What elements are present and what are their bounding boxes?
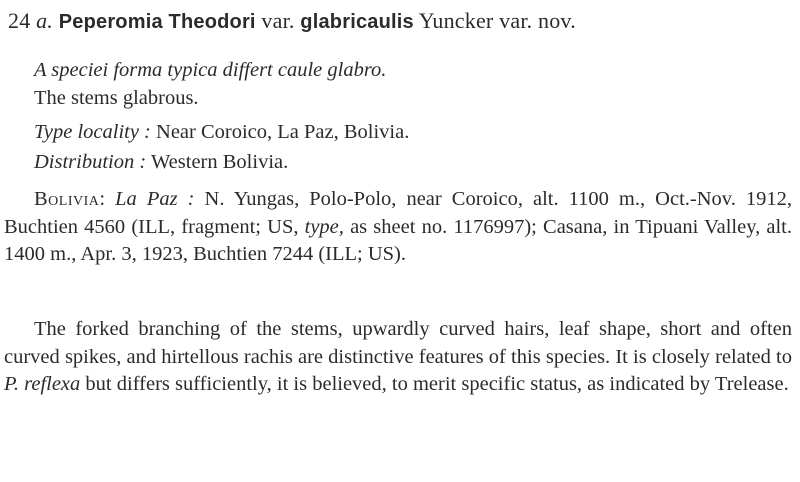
distribution-label: Distribution : (34, 151, 147, 173)
discussion-paragraph (4, 316, 792, 399)
specimen-country: Bolivia (34, 188, 100, 210)
specimen-text-1: N. Yungas, Polo-Polo, near Coroico, alt. 1100 m., Oct.-Nov. 1912, Buchtien 4560 (ILL, fragment; US, (4, 188, 792, 238)
specimen-separator: : (99, 188, 106, 210)
english-diagnosis: The stems glabrous. (34, 87, 199, 109)
species-name: Peperomia Theodori (58, 11, 256, 33)
specimen-department: La Paz : (115, 188, 195, 210)
distribution-value: Western Bolivia. (150, 151, 289, 173)
specimen-text-2: as sheet no. 1176997); Casana, in Tipuani Valley, alt. 1400 m., Apr. 3, 1923, Buchtien 7244 (ILL; US). (4, 215, 793, 266)
species-number-suffix: a. (36, 8, 54, 33)
discussion-text-2: but differs sufficiently, it is believed, to merit specific status, as indicated by Trelease. (85, 373, 789, 396)
type-locality-value: Near Coroico, La Paz, Bolivia. (156, 121, 410, 143)
discussion-text-1: The forked branching of the stems, upwardly curved hairs, leaf shape, short and often curved spikes, and hirtellous rachis are distinctive features of this species. It is closely related to (4, 318, 792, 368)
variety-label: var. (261, 8, 295, 33)
latin-diagnosis: A speciei forma typica differt caule glabro. (34, 59, 387, 81)
type-locality (34, 118, 409, 146)
variety-name: glabricaulis (300, 11, 414, 33)
species-heading (8, 6, 576, 37)
discussion-species: P. reflexa (4, 373, 81, 396)
type-locality-label: Type locality : (34, 121, 151, 143)
distribution (34, 148, 288, 176)
author-citation: Yuncker var. nov. (418, 8, 576, 33)
specimens-paragraph (4, 186, 792, 269)
species-number: 24 (8, 8, 31, 33)
specimen-type-word: type, (304, 215, 344, 238)
